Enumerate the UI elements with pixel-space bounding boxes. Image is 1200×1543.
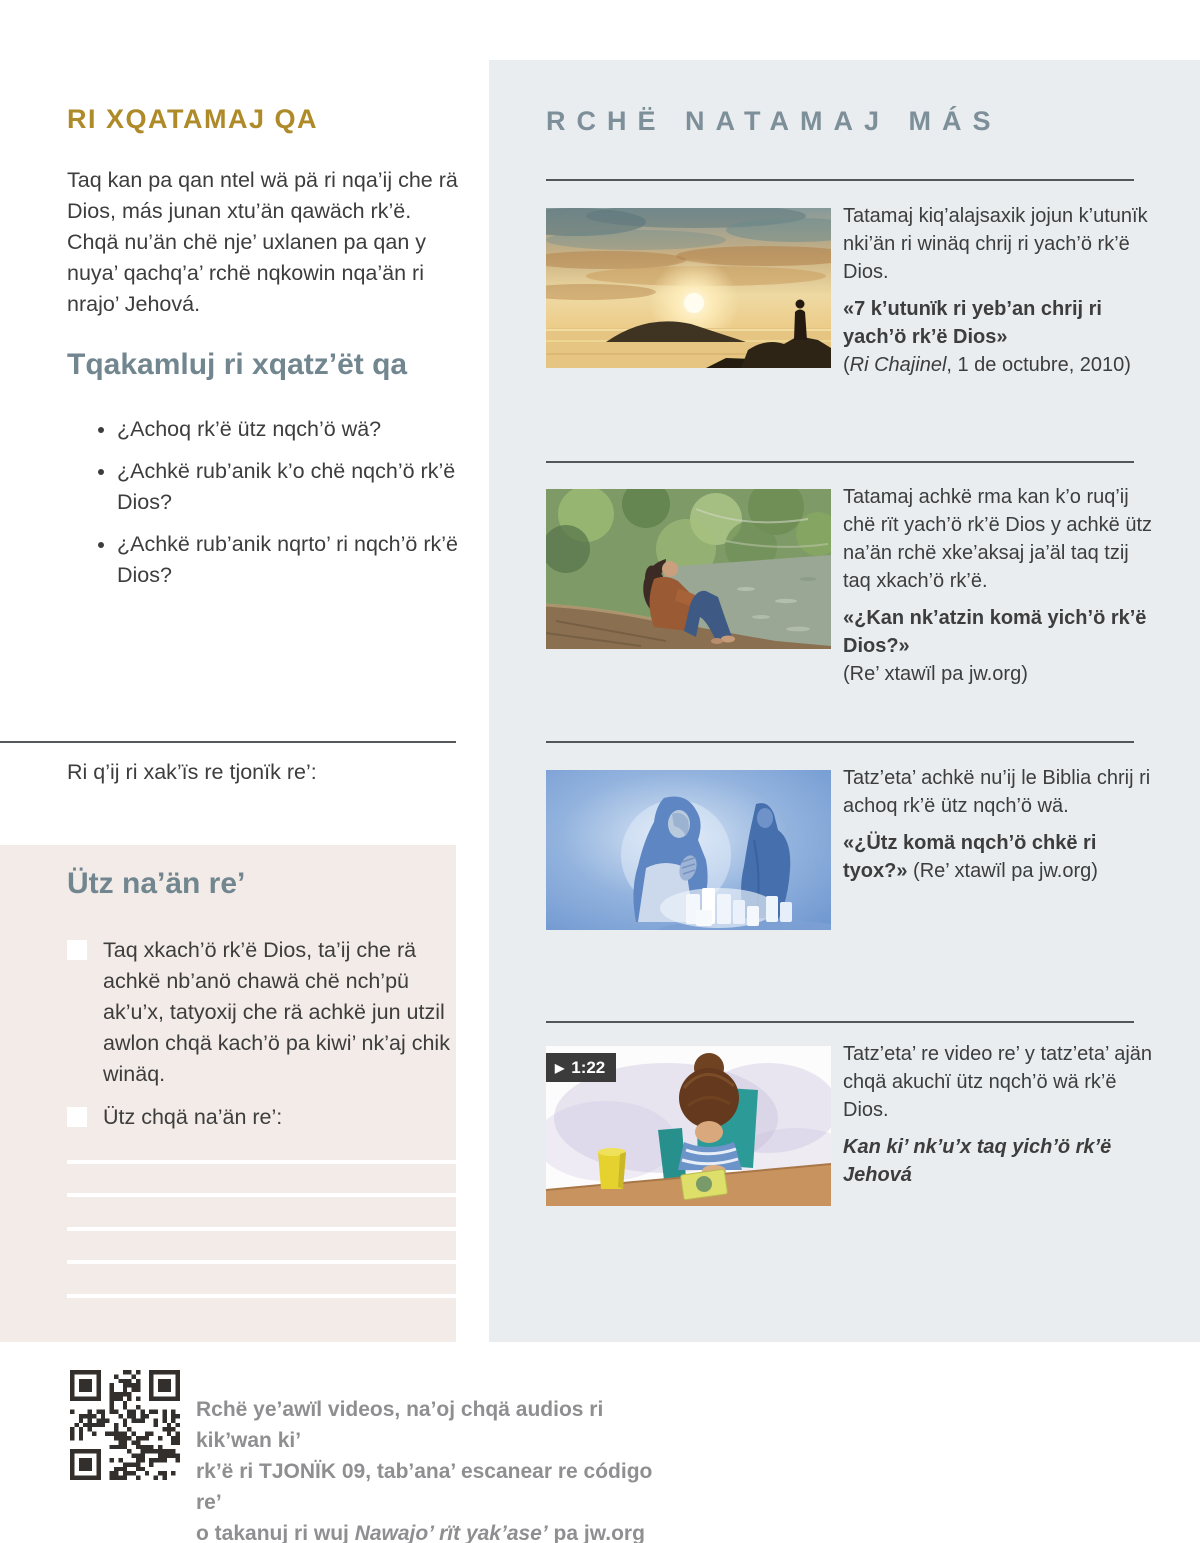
media-item-text [843, 1040, 1157, 1189]
question-item: • ¿Achkë rub’anik k’o chë nqch’ö rk’ë Dios? [117, 456, 514, 518]
completion-date-line: Ri q’ij ri xak’ïs re tjonïk re’: [67, 760, 317, 784]
divider [546, 741, 1134, 743]
goal-item-text: Taq xkach’ö rk’ë Dios, ta’ij che rä achkë nb’anö chawä chë nch’pü ak’u’x, tatyoxij che rä achkë jun utzil awlon chqä kach’ö pa kiwi’ nk’aj chik winäq. [103, 938, 450, 1086]
sunset-photo [546, 208, 831, 368]
article-source: (Ri Chajinel, 1 de octubre, 2010) [843, 354, 1131, 376]
goal-box-heading: Ütz na’än re’ [67, 867, 246, 900]
item-description: Tatamaj achkë rma kan k’o ruq’ij chë rït yach’ö rk’ë Dios y achkë ütz na’än rchë xke’aksaj ja’äl taq tzij taq xkach’ö rk’ë. [843, 486, 1153, 592]
article-title: «7 k’utunïk ri yeb’an chrij ri yach’ö rk’ë Dios» [843, 298, 1102, 348]
writing-line [67, 1294, 456, 1298]
writing-line [67, 1227, 456, 1231]
writing-line [67, 1160, 456, 1164]
woman-praying-candles-image [546, 770, 831, 930]
goal-item [67, 1102, 456, 1133]
qr-code [70, 1370, 180, 1480]
writing-line [67, 1193, 456, 1197]
review-heading: RI XQATAMAJ QA [67, 104, 319, 134]
checkbox [67, 1107, 87, 1127]
question-item: • ¿Achoq rk’ë ütz nqch’ö wä? [117, 414, 514, 445]
discussion-questions [67, 414, 514, 602]
media-item-text [843, 764, 1157, 885]
article-title: «¿Kan nk’atzin komä yich’ö rk’ë Dios?» [843, 607, 1147, 657]
video-title: Kan ki’ nk’u’x taq yich’ö rk’ë Jehová [843, 1136, 1112, 1186]
writing-line [67, 1260, 456, 1264]
learn-more-panel [489, 60, 1200, 1342]
divider [546, 461, 1134, 463]
learn-more-heading: RCHË NATAMAJ MÁS [546, 106, 1002, 136]
sunset-seascape-image [546, 208, 831, 368]
article-source: (Re’ xtawïl pa jw.org) [913, 860, 1098, 882]
review-paragraph: Taq kan pa qan ntel wä pä ri nqa’ij che rä Dios, más junan xtu’än qawäch rk’ë. Chqä nu’än chë nje’ uxlanen pa qan y nuya’ qachq’a’ rchë nqkowin nqa’än ri nrajo’ Jehová. [67, 168, 458, 316]
question-item: • ¿Achkë rub’anik nqrto’ ri nqch’ö rk’ë Dios? [117, 529, 514, 591]
goal-item-text: Ütz chqä na’än re’: [103, 1105, 283, 1129]
item-description: Tatamaj kiq’alajsaxik jojun k’utunïk nki’än ri winäq chrij ri yach’ö rk’ë Dios. [843, 205, 1148, 283]
video-duration: 1:22 [571, 1058, 606, 1077]
divider [546, 1021, 1134, 1023]
media-item-text [843, 483, 1157, 688]
prayer-illustration [546, 770, 831, 930]
qr-instructions: Rchë ye’awïl videos, na’oj chqä audios ri kik’wan ki’ rk’ë ri TJONÏK 09, tab’ana’ escanear re código re’ o takanuj ri wuj Nawajo’ rït yak’ase’ pa jw.org [196, 1398, 653, 1543]
woman-by-lake-image [546, 489, 831, 649]
video-thumbnail [546, 1046, 831, 1206]
video-duration-badge [546, 1053, 616, 1082]
item-description: Tatz’eta’ re video re’ y tatz’eta’ ajän chqä akuchï ütz nqch’ö wä rk’ë Dios. [843, 1043, 1153, 1121]
discuss-heading: Tqakamluj ri xqatz’ët qa [67, 348, 408, 381]
divider [546, 179, 1134, 181]
lakeside-photo [546, 489, 831, 649]
article-source: (Re’ xtawïl pa jw.org) [843, 663, 1028, 685]
media-item-text [843, 202, 1157, 379]
checkbox [67, 940, 87, 960]
play-icon: ▶ [555, 1060, 565, 1075]
divider [0, 741, 456, 743]
goal-item [67, 935, 456, 1090]
item-description: Tatz’eta’ achkë nu’ij le Biblia chrij ri achoq rk’ë ütz nqch’ö wä. [843, 767, 1151, 817]
goal-box [0, 845, 456, 1342]
article-title: «¿Ütz komä nqch’ö chkë ri tyox?» [843, 832, 1097, 882]
